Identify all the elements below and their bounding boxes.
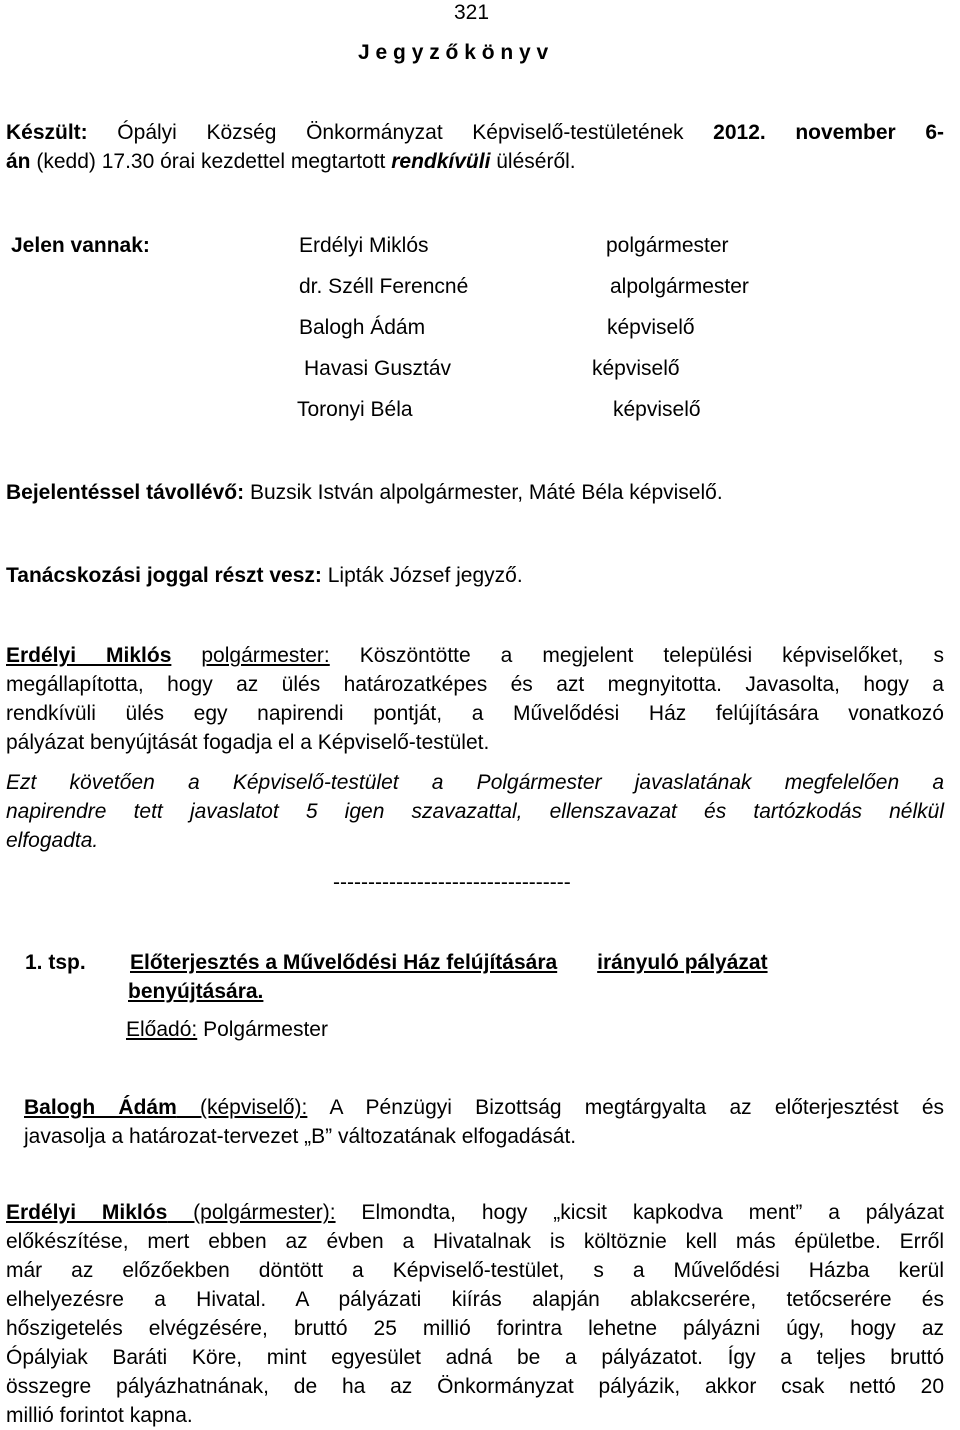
paragraph-line: már az előzőekben döntött a Képviselő-testület, s a Művelődési Házba kerül (6, 1259, 944, 1282)
mayor-opening-paragraph (6, 641, 944, 757)
intro-date-end: án (6, 150, 31, 173)
absent-line (6, 478, 723, 507)
agenda-number: 1. tsp. (25, 951, 86, 974)
mayor-explanation-paragraph (6, 1198, 944, 1430)
member-name: Erdélyi Miklós (299, 234, 429, 257)
committee-paragraph (24, 1093, 944, 1151)
paragraph-line: javasolja a határozat-tervezet „B” változatának elfogadását. (24, 1125, 577, 1148)
paragraph-line: pályázat benyújtását fogadja el a Képviselő-testület. (6, 731, 490, 754)
vote-paragraph (6, 768, 944, 855)
paragraph-text: Köszöntötte a megjelent települési képviselőket, s (359, 644, 944, 667)
speaker-role: (polgármester): (167, 1201, 336, 1224)
member-name: Balogh Ádám (299, 316, 426, 339)
paragraph-line: elhelyezésre a Hivatal. A pályázati kiírás alapján ablakcserére, tetőcserére és (6, 1288, 944, 1311)
advisory-label: Tanácskozási joggal részt vesz: (6, 564, 322, 587)
speaker-role: (képviselő): (176, 1096, 308, 1119)
speaker-name: Erdélyi Miklós (6, 644, 172, 667)
intro-text: Ópályi Község Önkormányzat Képviselő-testületének (87, 121, 714, 144)
advisory-line (6, 561, 523, 590)
speaker-role: polgármester: (201, 644, 330, 667)
paragraph-line: előkészítése, mert ebben az évben a Hivatalnak is költöznie kell más épületbe. Erről (6, 1230, 944, 1253)
member-role: képviselő (607, 316, 695, 339)
agenda-title-part2: irányuló pályázat (597, 951, 768, 974)
page-number: 321 (454, 1, 490, 24)
member-name: Havasi Gusztáv (304, 357, 452, 380)
member-role: képviselő (613, 398, 701, 421)
absent-label: Bejelentéssel távollévő: (6, 481, 245, 504)
advisory-text: Lipták József jegyző. (321, 564, 523, 587)
member-name: Toronyi Béla (297, 398, 413, 421)
intro-session-type: rendkívüli (391, 150, 491, 173)
paragraph-line: millió forintot kapna. (6, 1404, 193, 1427)
presenter-line (126, 1015, 328, 1044)
presenter-name: Polgármester (197, 1018, 328, 1041)
member-name: dr. Széll Ferencné (299, 275, 469, 298)
paragraph-text: Elmondta, hogy „kicsit kapkodva ment” a pályázat (335, 1201, 944, 1224)
paragraph-line: hőszigetelés elvégzésére, bruttó 25 millió forintra lehetne pályázni úgy, hogy az (6, 1317, 944, 1340)
agenda-title (130, 948, 944, 977)
member-role: polgármester (606, 234, 729, 257)
paragraph-line: megállapította, hogy az ülés határozatképes és azt megnyitotta. Javasolta, hogy a (6, 673, 944, 696)
paragraph-line: Ópályiak Baráti Köre, mint egyesület adná be a pályázatot. Így a teljes bruttó (6, 1346, 944, 1369)
paragraph-line: napirendre tett javaslatot 5 igen szavazattal, ellenszavazat és tartózkodás nélkül (6, 800, 944, 823)
speaker-name: Erdélyi Miklós (6, 1201, 168, 1224)
intro-text-end: üléséről. (490, 150, 576, 173)
paragraph-line: Ezt követően a Képviselő-testület a Polgármester javaslatának megfelelően a (6, 771, 944, 794)
intro-text-2: (kedd) 17.30 órai kezdettel megtartott (30, 150, 392, 173)
attendance-label: Jelen vannak: (11, 234, 150, 257)
paragraph-line: összegre pályázhatnának, de ha az Önkormányzat pályázik, akkor csak nettó 20 (6, 1375, 944, 1398)
member-role: alpolgármester (610, 275, 749, 298)
separator-line: ---------------------------------- (333, 871, 571, 894)
agenda-title-part1: Előterjesztés a Művelődési Ház felújítására (130, 951, 558, 974)
intro-paragraph (6, 118, 944, 176)
presenter-label: Előadó: (126, 1018, 198, 1041)
intro-date: 2012. november 6- (713, 121, 944, 144)
paragraph-line: elfogadta. (6, 829, 99, 852)
document-title: J e g y z ő k ö n y v (358, 41, 549, 64)
paragraph-line: rendkívüli ülés egy napirendi pontját, a Művelődési Ház felújítására vonatkozó (6, 702, 944, 725)
paragraph-text: A Pénzügyi Bizottság megtárgyalta az előterjesztést és (307, 1096, 945, 1119)
member-role: képviselő (592, 357, 680, 380)
agenda-title-line2: benyújtására. (128, 980, 264, 1003)
absent-text: Buzsik István alpolgármester, Máté Béla képviselő. (244, 481, 723, 504)
speaker-name: Balogh Ádám (24, 1096, 177, 1119)
intro-label: Készült: (6, 121, 88, 144)
